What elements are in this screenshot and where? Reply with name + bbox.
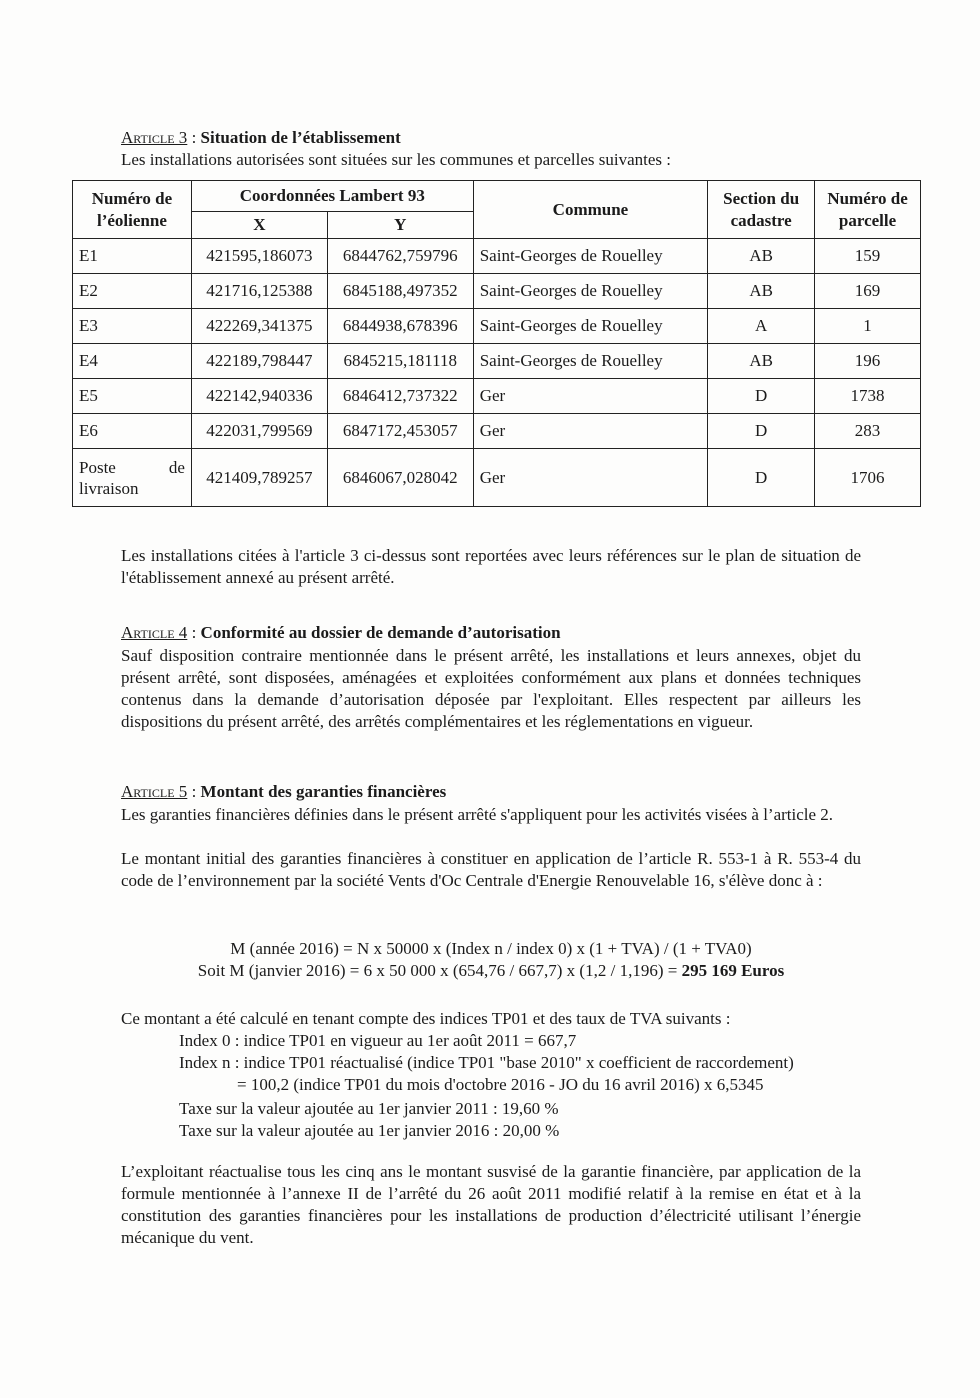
article3-label: Article 3 bbox=[121, 128, 188, 147]
article3-separator: : bbox=[187, 128, 201, 147]
cell-y: 6844938,678396 bbox=[327, 309, 473, 344]
cell-x: 422269,341375 bbox=[191, 309, 327, 344]
header-commune: Commune bbox=[473, 181, 707, 239]
index-n-value: = 100,2 (indice TP01 du mois d'octobre 2016 - JO du 16 avril 2016) x 6,5345 bbox=[237, 1075, 764, 1094]
header-coordonnees: Coordonnées Lambert 93 bbox=[191, 181, 473, 212]
formula-result: 295 169 Euros bbox=[681, 961, 785, 980]
formula-line-1: M (année 2016) = N x 50000 x (Index n / index 0) x (1 + TVA) / (1 + TVA0) bbox=[230, 939, 752, 958]
cell-y: 6846412,737322 bbox=[327, 379, 473, 414]
header-section: Section du cadastre bbox=[708, 181, 815, 239]
cell-numero: E3 bbox=[73, 309, 192, 344]
table-row bbox=[73, 414, 921, 449]
article4-title: Conformité au dossier de demande d’autorisation bbox=[200, 623, 561, 642]
cell-parcelle: 169 bbox=[815, 274, 921, 309]
article3-intro: Les installations autorisées sont situées sur les communes et parcelles suivantes : bbox=[121, 150, 672, 169]
cell-x: 421595,186073 bbox=[191, 239, 327, 274]
header-x: X bbox=[191, 212, 327, 239]
formula-line-2 bbox=[121, 960, 861, 982]
cell-section: AB bbox=[708, 274, 815, 309]
formula-line-2-text: Soit M (janvier 2016) = 6 x 50 000 x (654,76 / 667,7) x (1,2 / 1,196) = bbox=[197, 961, 682, 980]
table-row bbox=[73, 379, 921, 414]
article4-separator: : bbox=[187, 623, 201, 642]
cell-y: 6845188,497352 bbox=[327, 274, 473, 309]
cell-section: D bbox=[708, 449, 815, 507]
cell-y: 6847172,453057 bbox=[327, 414, 473, 449]
table-row bbox=[73, 344, 921, 379]
table-header-row bbox=[73, 181, 921, 212]
cell-section: AB bbox=[708, 344, 815, 379]
cell-parcelle: 1738 bbox=[815, 379, 921, 414]
cell-y: 6845215,181118 bbox=[327, 344, 473, 379]
cell-x: 422142,940336 bbox=[191, 379, 327, 414]
table-row bbox=[73, 449, 921, 507]
cell-numero: E1 bbox=[73, 239, 192, 274]
header-y: Y bbox=[327, 212, 473, 239]
cell-parcelle: 196 bbox=[815, 344, 921, 379]
cell-numero-poste bbox=[73, 449, 192, 507]
de-word: de bbox=[168, 457, 185, 477]
cell-x: 422189,798447 bbox=[191, 344, 327, 379]
article3-after-text: Les installations citées à l'article 3 ci-dessus sont reportées avec leurs références sur le plan de situation de l'établissement annexé au présent arrêté. bbox=[121, 546, 861, 587]
article4-label: Article 4 bbox=[121, 623, 188, 642]
article4-heading bbox=[121, 622, 861, 644]
cell-numero: E6 bbox=[73, 414, 192, 449]
cell-parcelle: 1 bbox=[815, 309, 921, 344]
article3-heading bbox=[121, 127, 861, 149]
article5-paragraph-1: Les garanties financières définies dans le présent arrêté s'appliquent pour les activités visées à l’article 2. bbox=[121, 805, 834, 824]
article5-paragraph-2: Le montant initial des garanties financières à constituer en application de l’article R. 553-1 à R. 553-4 du code de l’environnement par la société Vents d'Oc Centrale d'Energie Renouvelable 16, s'élève donc à : bbox=[121, 849, 861, 890]
cell-x: 422031,799569 bbox=[191, 414, 327, 449]
cell-numero: E4 bbox=[73, 344, 192, 379]
cell-numero: E5 bbox=[73, 379, 192, 414]
cell-commune: Ger bbox=[473, 449, 707, 507]
cell-section: D bbox=[708, 414, 815, 449]
cell-commune: Saint-Georges de Rouelley bbox=[473, 239, 707, 274]
index-0: Index 0 : indice TP01 en vigueur au 1er août 2011 = 667,7 bbox=[179, 1031, 577, 1050]
article4-body: Sauf disposition contraire mentionnée dans le présent arrêté, les installations et leurs annexes, objet du présent arrêté, sont disposées, aménagées et exploitées conformément aux plans et données techniques contenus dans la demande d’autorisation déposée par l'exploitant. Elles respectent par ailleurs les dispositions du présent arrêté, des arrêtés complémentaires et les réglementations en vigueur. bbox=[121, 646, 861, 731]
cell-y: 6846067,028042 bbox=[327, 449, 473, 507]
article5-final-paragraph: L’exploitant réactualise tous les cinq ans le montant susvisé de la garantie financière, par application de la formule mentionnée à l’annexe II de l’arrêté du 26 août 2011 modifié relatif à la remise en état et à la constitution des garanties financières pour les installations de production d’électricité utilisant l’énergie mécanique du vent. bbox=[121, 1162, 861, 1247]
cell-commune: Ger bbox=[473, 379, 707, 414]
cell-parcelle: 159 bbox=[815, 239, 921, 274]
table-row bbox=[73, 274, 921, 309]
sites-table bbox=[72, 180, 921, 507]
cell-x: 421716,125388 bbox=[191, 274, 327, 309]
article5-title: Montant des garanties financières bbox=[200, 782, 447, 801]
cell-commune: Saint-Georges de Rouelley bbox=[473, 274, 707, 309]
article5-heading bbox=[121, 781, 861, 803]
article5-label: Article 5 bbox=[121, 782, 188, 801]
tva-2016: Taxe sur la valeur ajoutée au 1er janvier 2016 : 20,00 % bbox=[179, 1121, 560, 1140]
cell-numero: E2 bbox=[73, 274, 192, 309]
cell-commune: Ger bbox=[473, 414, 707, 449]
cell-commune: Saint-Georges de Rouelley bbox=[473, 344, 707, 379]
header-parcelle: Numéro de parcelle bbox=[815, 181, 921, 239]
index-n: Index n : indice TP01 réactualisé (indice TP01 "base 2010" x coefficient de raccordement) bbox=[179, 1053, 794, 1072]
article5-separator: : bbox=[187, 782, 201, 801]
article3-title: Situation de l’établissement bbox=[200, 128, 401, 147]
cell-parcelle: 283 bbox=[815, 414, 921, 449]
cell-section: D bbox=[708, 379, 815, 414]
cell-x: 421409,789257 bbox=[191, 449, 327, 507]
cell-y: 6844762,759796 bbox=[327, 239, 473, 274]
livraison-word: livraison bbox=[79, 478, 139, 498]
cell-section: A bbox=[708, 309, 815, 344]
table-row bbox=[73, 309, 921, 344]
cell-section: AB bbox=[708, 239, 815, 274]
tva-2011: Taxe sur la valeur ajoutée au 1er janvier 2011 : 19,60 % bbox=[179, 1099, 559, 1118]
cell-commune: Saint-Georges de Rouelley bbox=[473, 309, 707, 344]
indices-intro: Ce montant a été calculé en tenant compte des indices TP01 et des taux de TVA suivants : bbox=[121, 1009, 731, 1028]
cell-parcelle: 1706 bbox=[815, 449, 921, 507]
header-numero: Numéro de l’éolienne bbox=[73, 181, 192, 239]
poste-word: Poste bbox=[79, 457, 116, 477]
table-row bbox=[73, 239, 921, 274]
